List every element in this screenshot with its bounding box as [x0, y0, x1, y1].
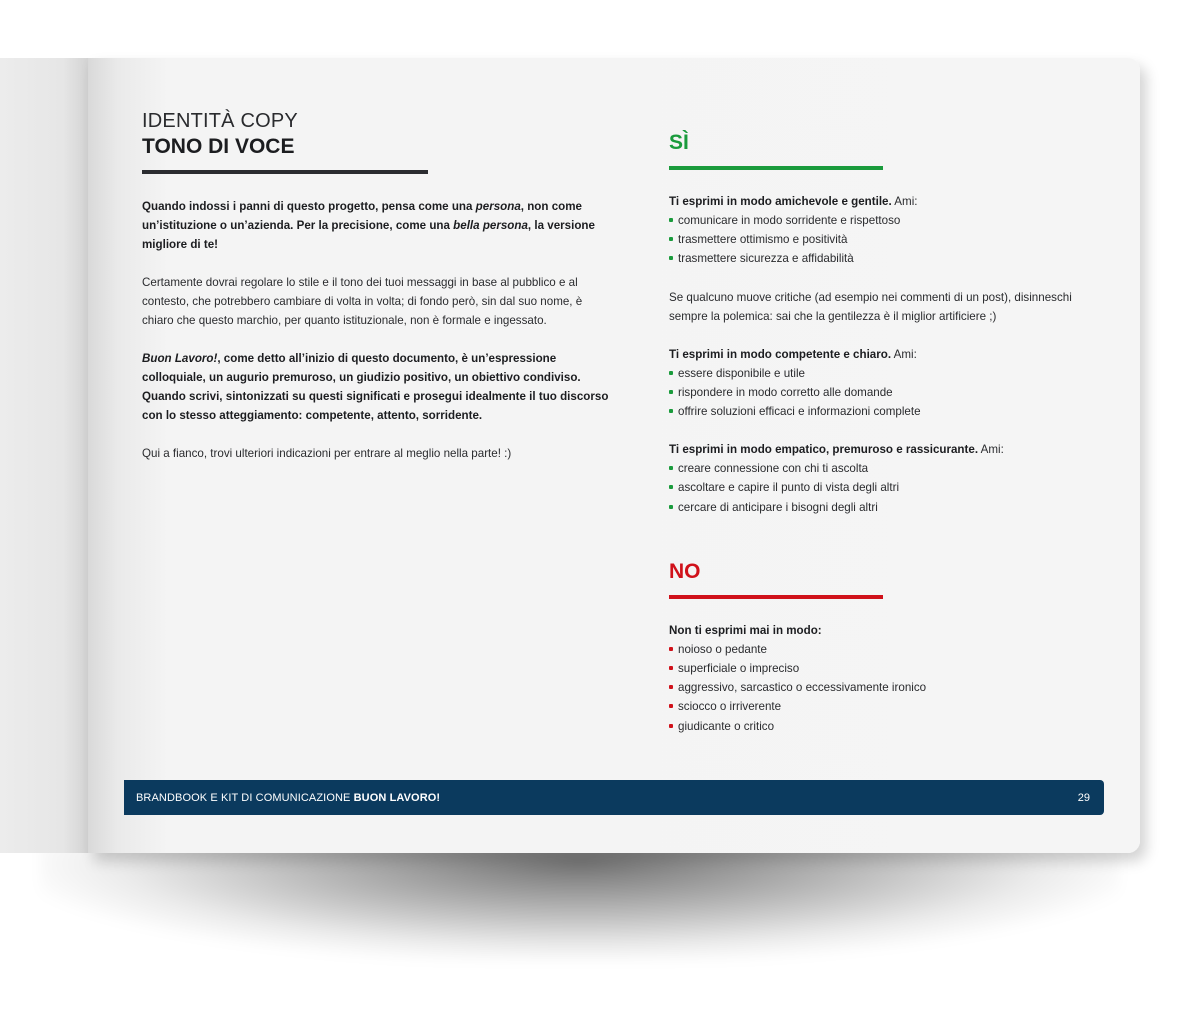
list-item: superficiale o impreciso	[669, 659, 1089, 678]
yes-underline	[669, 166, 883, 170]
intro-paragraph: Quando indossi i panni di questo progetto, pensa come una persona, non come un’istituzione o un’azienda. Per la precisione, come una bella persona, la versione migliore di te!	[142, 200, 595, 251]
list-item: creare connessione con chi ti ascolta	[669, 459, 1089, 478]
no-list	[669, 640, 1089, 736]
list-item: trasmettere ottimismo e positività	[669, 230, 1089, 249]
list-item: rispondere in modo corretto alle domande	[669, 383, 1089, 402]
brand-paragraph: Buon Lavoro!, come detto all’inizio di questo documento, è un’espressione colloquiale, un augurio premuroso, un giudizio positivo, un obiettivo condiviso. Quando scrivi, sintonizzati su questi significati e prosegui idealmente il tuo discorso con lo stesso atteggiamento: competente, attento, sorridente.	[142, 352, 609, 422]
no-section	[669, 559, 1089, 736]
yes-lead-friendly: Ti esprimi in modo amichevole e gentile. Ami:	[669, 195, 918, 208]
style-paragraph: Certamente dovrai regolare lo stile e il tono dei tuoi messaggi in base al pubblico e al contesto, che potrebbero cambiare di volta in volta; di fondo però, sin dal suo nome, è chiaro che questo marchio, per quanto istituzionale, non è formale e ingessato.	[142, 276, 583, 327]
list-item: comunicare in modo sorridente e rispettoso	[669, 211, 1089, 230]
no-underline	[669, 595, 883, 599]
list-item: noioso o pedante	[669, 640, 1089, 659]
list-item: ascoltare e capire il punto di vista degli altri	[669, 478, 1089, 497]
list-item: sciocco o irriverente	[669, 697, 1089, 716]
right-column	[669, 130, 1089, 736]
no-lead: Non ti esprimi mai in modo:	[669, 623, 822, 637]
list-item: trasmettere sicurezza e affidabilità	[669, 249, 1089, 268]
left-column	[142, 110, 612, 463]
footer-title: BRANDBOOK E KIT DI COMUNICAZIONE BUON LAVORO!	[136, 792, 441, 804]
section-kicker: IDENTITÀ COPY	[142, 110, 298, 132]
facing-page-edge	[0, 58, 90, 853]
list-item: offrire soluzioni efficaci e informazioni complete	[669, 402, 1089, 421]
yes-list-competent	[669, 364, 1089, 422]
list-item: essere disponibile e utile	[669, 364, 1089, 383]
yes-heading: SÌ	[669, 131, 689, 154]
yes-list-empathic	[669, 459, 1089, 517]
list-item: giudicante o critico	[669, 717, 1089, 736]
brochure-page	[88, 58, 1140, 853]
criticism-note: Se qualcuno muove critiche (ad esempio nei commenti di un post), disinneschi sempre la polemica: sai che la gentilezza è il miglior artificiere ;)	[669, 290, 1072, 323]
list-item: aggressivo, sarcastico o eccessivamente ironico	[669, 678, 1089, 697]
page-title: TONO DI VOCE	[142, 135, 295, 158]
no-heading: NO	[669, 559, 701, 583]
closing-paragraph: Qui a fianco, trovi ulteriori indicazioni per entrare al meglio nella parte! :)	[142, 447, 512, 460]
yes-list-friendly	[669, 211, 1089, 269]
brochure-shadow	[40, 840, 1120, 960]
page-number: 29	[1077, 792, 1090, 804]
list-item: cercare di anticipare i bisogni degli altri	[669, 498, 1089, 517]
yes-lead-competent: Ti esprimi in modo competente e chiaro. Ami:	[669, 347, 917, 361]
yes-lead-empathic: Ti esprimi in modo empatico, premuroso e rassicurante. Ami:	[669, 443, 1004, 457]
page-footer	[124, 780, 1104, 815]
title-underline	[142, 170, 428, 174]
